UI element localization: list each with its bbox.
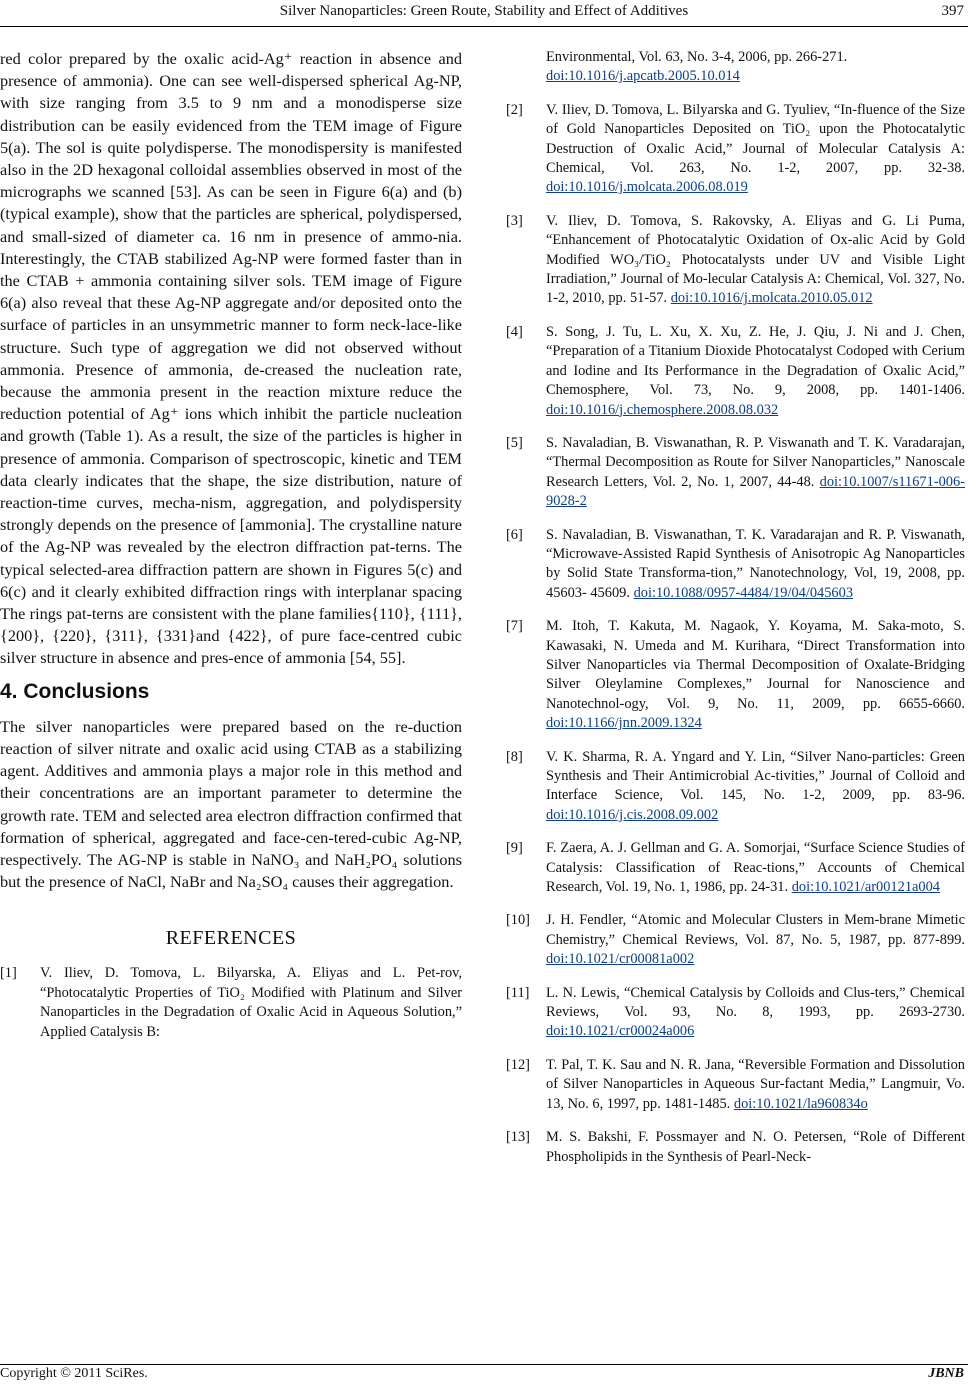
doi-link[interactable]: doi:10.1016/j.molcata.2006.08.019 [546, 179, 748, 196]
reference-text: V. Iliev, D. Tomova, L. Bilyarska, A. Eliyas and L. Pet-rov, “Photocatalytic Properties of TiO₂ Modified with Platinum and Silver Nanoparticles in the Degradation of Oxalic Acid in Aqueous Solution,” Applied Catalysis B: [40, 965, 462, 1040]
reference-text: V. Iliev, D. Tomova, L. Bilyarska and G. Tyuliev, “In-fluence of the Size of Gold Nanoparticles Deposited on TiO₂ upon the Photocatalytic Destruction of Oxalic Acid,” Journal of Molecular Catalysis A: Chemical, Vol. 263, No. 1-2, 2007, pp. 32-38. [546, 101, 965, 177]
journal-abbreviation: JBNB [928, 1366, 964, 1381]
reference-number: [6] [506, 526, 523, 543]
reference-item-continued [506, 48, 965, 87]
header-rule [0, 26, 968, 27]
reference-text: L. N. Lewis, “Chemical Catalysis by Colloids and Clus-ters,” Chemical Reviews, Vol. 93, No. 8, 1993, pp. 2693-2730. [546, 984, 965, 1021]
reference-text: T. Pal, T. K. Sau and N. R. Jana, “Reversible Formation and Dissolution of Silver Nanoparticles in Aqueous Sur-factant Media,” Langmuir, Vo. 13, No. 6, 1997, pp. 1481-1485. [546, 1056, 965, 1112]
doi-link[interactable]: doi:10.1016/j.chemosphere.2008.08.032 [546, 401, 779, 418]
reference-number: [13] [506, 1129, 530, 1146]
reference-item [506, 1056, 965, 1114]
doi-link[interactable]: doi:10.1016/j.cis.2008.09.002 [546, 806, 719, 823]
reference-text: J. H. Fendler, “Atomic and Molecular Clusters in Mem-brane Mimetic Chemistry,” Chemical Reviews, Vol. 87, No. 5, 1987, pp. 877-899. [546, 912, 965, 948]
results-paragraph: red color prepared by the oxalic acid-Ag⁺ reaction in absence and presence of ammonia). One can see well-dispersed spherical Ag-NP, with size ranging from 3.5 to 9 nm and a monodisperse size distribution can be easily evidenced from the TEM image of Figure 5(a). The sol is quite polydisperse. The monodispersity is manifested also in the 2D hexagonal colloidal assemblies observed in most of the micrographs we scanned [53]. As can be seen in Figure 6(a) and (b) (typical example), show that the particles are spherical, polydispersed, and small-sized of diameter ca. 16 nm in presence of ammo-nia. Interestingly, the CTAB stabilized Ag-NP were formed faster than in the CTAB + ammonia containing silver sols. TEM image of Figure 6(a) also reveal that these Ag-NP aggregate and/or deposited onto the surface of particles in an unsymmetric manner to form neck-lace-like structure. Such type of aggregation we did not observed without ammonia. Presence of ammonia, de-creased the nucleation rate, because the ammonia present in the reaction mixture reduce the reduction potential of Ag⁺ ions which inhibit the particle nucleation and growth (Table 1). As a result, the size of the particles is higher in presence of ammonia. Comparison of spectroscopic, kinetic and TEM data clearly indicates that the shape, the size distribution, nature of reaction-time curves, mecha-nism, aggregation, and polydispersity strongly depends on the presence of [ammonia]. The crystalline nature of the Ag-NP was revealed by the electron diffraction pat-terns. The typical selected-area diffraction pattern are shown in Figures 5(c) and 6(c) and it clearly exhibited diffraction rings with interplanar spacing The rings pat-terns are consistent with the plane families{110}, {111}, {200}, {220}, {311}, {331}and {422}, of pure face-centred cubic silver structure in absence and pres-ence of ammonia [54, 55]. [0, 49, 462, 668]
left-column [0, 48, 462, 1056]
reference-item [506, 1128, 965, 1167]
reference-item [506, 911, 965, 969]
doi-link[interactable]: doi:10.1088/0957-4484/19/04/045603 [633, 584, 854, 601]
doi-link[interactable]: doi:10.1007/s11671-006-9028-2 [546, 473, 965, 510]
reference-number: [10] [506, 912, 530, 929]
reference-text: S. Navaladian, B. Viswanathan, T. K. Varadarajan and R. P. Viswanath, “Microwave-Assisted Rapid Synthesis of Anisotropic Ag Nanoparticles by Solid State Transforma-tion,” Nanotechnology, Vol, 19, 2008, pp. 45603- 45609. [546, 526, 965, 601]
reference-text: F. Zaera, A. J. Gellman and G. A. Somorjai, “Surface Science Studies of Catalysis: Classification of Reac-tions,” Accounts of Chemical Research, Vol. 19, No. 1, 1986, pp. 24-31. [546, 840, 965, 896]
copyright-notice: Copyright © 2011 SciRes. [0, 1366, 148, 1381]
reference-item [506, 748, 965, 826]
reference-item [506, 839, 965, 897]
reference-number: [8] [506, 748, 523, 765]
doi-link[interactable]: doi:10.1016/j.apcatb.2005.10.014 [546, 68, 740, 85]
doi-link[interactable]: doi:10.1021/cr00024a006 [546, 1023, 695, 1040]
section-heading-conclusions: 4. Conclusions [0, 679, 150, 703]
reference-item [506, 212, 965, 309]
doi-link[interactable]: doi:10.1016/j.molcata.2010.05.012 [670, 290, 873, 307]
reference-number: [2] [506, 101, 523, 118]
doi-link[interactable]: doi:10.1021/ar00121a004 [791, 879, 940, 896]
reference-text: M. Itoh, T. Kakuta, M. Nagaok, Y. Koyama, M. Saka-moto, S. Kawasaki, N. Umeda and M. Kurihara, “Direct Transformation into Silver Nanoparticles via Thermal Decomposition of Oxalate-Bridging Silver Oleylamine Complexes,” Journal for Nanoscience and Nanotechnol-ogy, Vol. 9, No. 11, 2009, pp. 6655-6660. [546, 618, 965, 712]
reference-item [506, 323, 965, 420]
reference-item [0, 964, 462, 1042]
footer-rule [0, 1364, 968, 1365]
reference-number: [4] [506, 323, 523, 340]
reference-number: [11] [506, 984, 530, 1001]
reference-item [506, 617, 965, 733]
reference-text: V. K. Sharma, R. A. Yngard and Y. Lin, “Silver Nano-particles: Green Synthesis and Their Antimicrobial Ac-tivities,” Journal of Colloid and Interface Science, Vol. 145, No. 1-2, 2009, pp. 83-96. [546, 748, 965, 804]
page-number: 397 [941, 3, 964, 19]
right-column [506, 48, 965, 1181]
reference-item [506, 434, 965, 512]
reference-number: [1] [0, 965, 17, 982]
reference-number: [9] [506, 840, 523, 857]
reference-text: V. Iliev, D. Tomova, S. Rakovsky, A. Eliyas and G. Li Puma, “Enhancement of Photocatalytic Oxidation of Ox-alic Acid by Gold Modified WO₃/TiO₂ Photocatalysts under UV and Visible Light Irradiation,” Journal of Mo-lecular Catalysis A: Chemical, Vol. 327, No. 1-2, 2010, pp. 51-57. [546, 212, 965, 307]
doi-link[interactable]: doi:10.1166/jnn.2009.1324 [546, 715, 702, 732]
conclusions-paragraph: The silver nanoparticles were prepared based on the re-duction reaction of silver nitrate and oxalic acid using CTAB as a stabilizing agent. Additives and ammonia plays a major role in this method and their concentrations are an important parameter to determine the growth rate. TEM and selected area electron diffraction confirmed that formation of spherical, aggregated and face-cen-tered-cubic Ag-NP, respectively. The AG-NP is stable in NaNO₃ and NaH₂PO₄ solutions but the presence of NaCl, NaBr and Na₂SO₄ causes their aggregation. [0, 716, 462, 892]
reference-item [506, 984, 965, 1042]
reference-number: [3] [506, 212, 523, 229]
reference-number: [12] [506, 1056, 530, 1073]
reference-number: [5] [506, 434, 523, 451]
reference-text: S. Navaladian, B. Viswanathan, R. P. Viswanath and T. K. Varadarajan, “Thermal Decomposition as Route for Silver Nanoparticles,” Nanoscale Research Letters, Vol. 2, No. 1, 2007, 44-48. [546, 434, 965, 490]
reference-text: S. Song, J. Tu, L. Xu, X. Xu, Z. He, J. Qiu, J. Ni and J. Chen, “Preparation of a Titanium Dioxide Photocatalyst Codoped with Cerium and Iodine and Its Performance in the Degradation of Oxalic Acid,” Chemosphere, Vol. 73, No. 9, 2008, pp. 1401-1406. [546, 323, 965, 399]
running-title: Silver Nanoparticles: Green Route, Stability and Effect of Additives [279, 3, 689, 19]
doi-link[interactable]: doi:10.1021/la960834o [733, 1095, 868, 1112]
reference-list [506, 101, 965, 1167]
reference-item [506, 101, 965, 198]
references-heading: REFERENCES [165, 927, 297, 950]
reference-text: M. S. Bakshi, F. Possmayer and N. O. Petersen, “Role of Different Phospholipids in the Synthesis of Pearl-Neck- [546, 1129, 965, 1165]
reference-text: Environmental, Vol. 63, No. 3-4, 2006, pp. 266-271. [546, 49, 848, 65]
reference-number: [7] [506, 618, 523, 635]
doi-link[interactable]: doi:10.1021/cr00081a002 [546, 951, 695, 968]
reference-item [506, 526, 965, 604]
